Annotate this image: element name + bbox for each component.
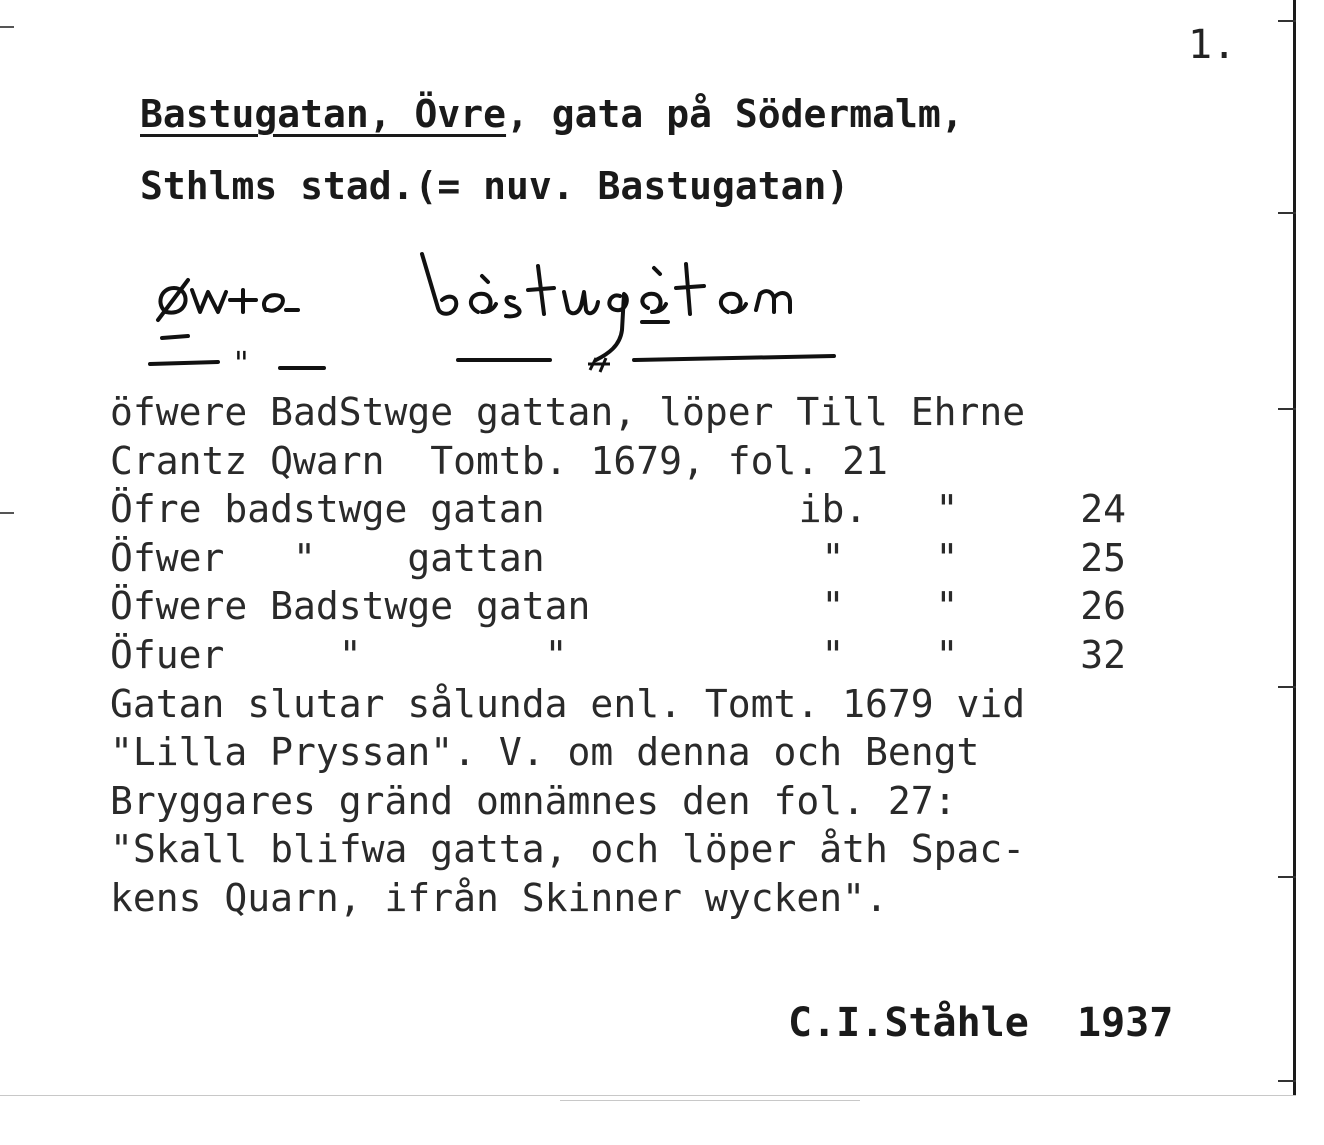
transcript-line: kens Quarn, ifrån Skinner wycken". [110,875,888,920]
edge-tick [1278,1080,1296,1082]
variant-row [110,485,1126,534]
transcript-line: öfwere BadStwge gattan, löper Till Ehrne [110,390,1026,434]
card-heading [140,78,964,222]
variant-ditto: " [935,632,959,677]
card-number: 1. [1188,22,1237,68]
edge-tick [1278,408,1296,410]
card-bottom-edge [0,1095,1296,1096]
signature-name: C.I.Ståhle [788,1000,1029,1046]
street-name: Bastugatan, Övre [140,92,507,136]
variant-source: " [821,584,845,629]
variant-row [110,534,1126,583]
variant-folio: 26 [1080,584,1126,629]
heading-line-1 [140,78,964,150]
variant-ditto: " [935,535,959,580]
transcript-line: Bryggares gränd omnämnes den fol. 27: [110,778,957,823]
variant-row [110,582,1126,631]
transcript-line: Crantz Qwarn Tomtb. 1679, fol. 21 [110,438,888,483]
ditto-mark: " [234,344,249,382]
variant-source: " [821,632,845,677]
variant-form: Öfre badstwge gatan [110,487,545,532]
edge-tick [1278,212,1296,214]
card-right-edge [1293,0,1296,1095]
edge-tick [1278,876,1296,878]
transcript-body [110,388,1126,923]
variant-row [110,631,1126,680]
edge-tick [1278,686,1296,688]
scan-artifact [560,1100,860,1101]
transcript-line: "Skall blifwa gatta, och löper åth Spac- [110,827,1026,872]
heading-rest: , gata på Södermalm, [506,92,964,136]
signature [788,1000,1173,1046]
handwritten-annotation [148,250,908,390]
edge-tick [0,512,14,514]
variant-source: " [821,535,845,580]
variant-folio: 25 [1080,535,1126,580]
variant-ditto: " [935,584,959,629]
variant-form: Öfuer " " [110,632,568,677]
heading-line-2: Sthlms stad.(= nuv. Bastugatan) [140,164,850,208]
transcript-line: Gatan slutar sålunda enl. Tomt. 1679 vid [110,681,1026,726]
transcript-line: "Lilla Pryssan". V. om denna och Bengt [110,730,980,775]
variant-form: Öfwere Badstwge gatan [110,584,591,629]
variant-folio: 24 [1080,487,1126,532]
edge-tick [0,26,14,28]
variant-form: Öfwer " gattan [110,535,545,580]
signature-year: 1937 [1077,1000,1174,1046]
variant-source: ib. [798,487,868,532]
variant-ditto: " [935,487,959,532]
edge-tick [1278,20,1296,22]
variant-folio: 32 [1080,632,1126,677]
